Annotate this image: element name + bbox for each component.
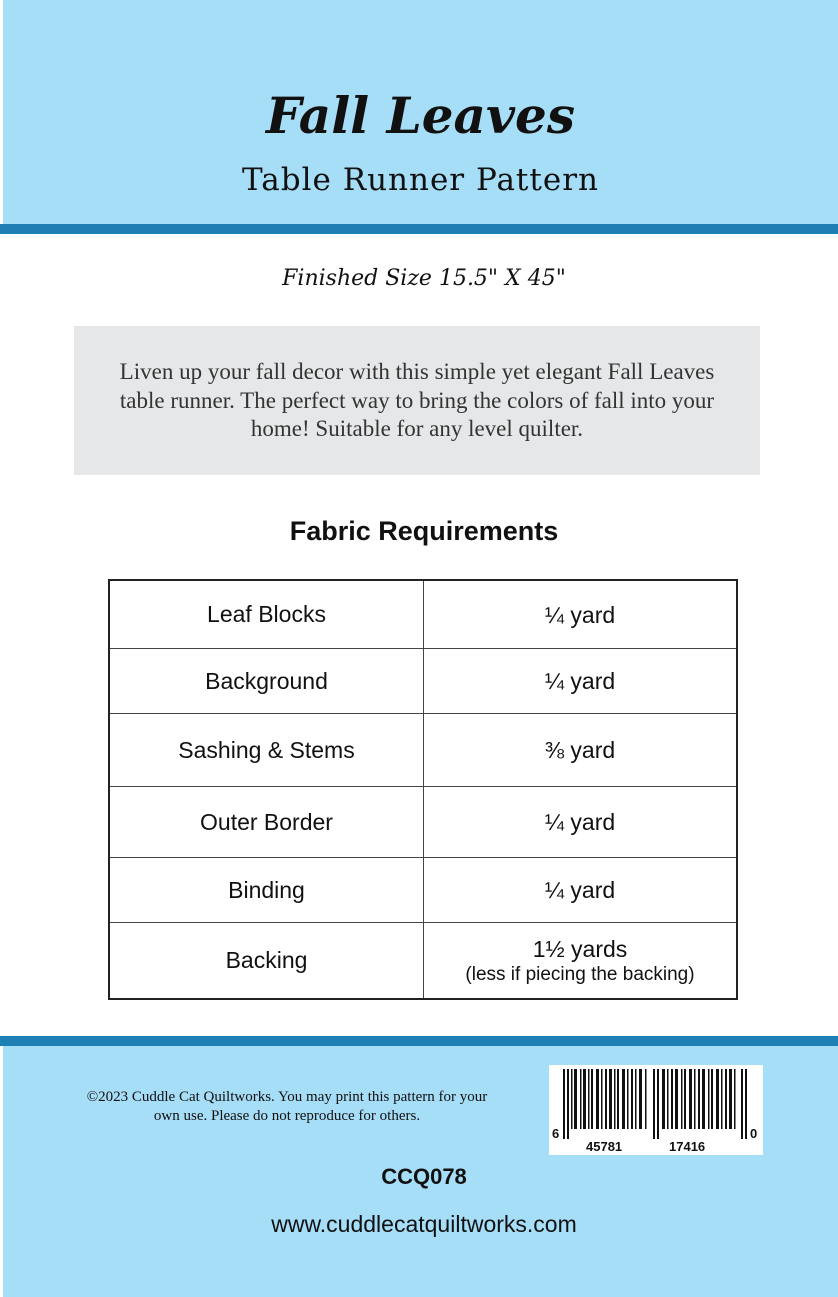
header-divider	[0, 224, 838, 234]
fabric-amount-label: ¼ yard	[544, 877, 616, 903]
barcode-group-left: 45781	[586, 1139, 623, 1154]
fabric-item-label: Sashing & Stems	[178, 736, 355, 763]
table-row	[110, 786, 736, 857]
fabric-amount-label: ¼ yard	[544, 809, 616, 835]
fabric-item	[110, 923, 424, 998]
fabric-item	[110, 787, 424, 857]
pattern-title: Fall Leaves	[266, 86, 575, 145]
pattern-subtitle: Table Runner Pattern	[242, 162, 599, 198]
table-row	[110, 581, 736, 648]
description-text: Liven up your fall decor with this simple yet elegant Fall Leaves table runner. The perfect way to bring the colors of fall into your home! Suitable for any level quilter.	[119, 359, 715, 441]
fabric-item	[110, 714, 424, 786]
header-band	[3, 0, 838, 224]
fabric-item-label: Binding	[228, 876, 305, 903]
fabric-item-label: Background	[205, 667, 328, 694]
footer-divider	[0, 1036, 838, 1046]
fabric-amount	[424, 858, 736, 922]
fabric-item-label: Outer Border	[200, 808, 333, 835]
fabric-amount-label: 1½ yards	[532, 935, 628, 962]
fabric-item	[110, 858, 424, 922]
fabric-item	[110, 649, 424, 713]
table-row	[110, 857, 736, 922]
fabric-amount	[424, 649, 736, 713]
fabric-item-label: Backing	[225, 947, 308, 973]
fabric-amount-label: ¼ yard	[544, 668, 616, 694]
finished-size: Finished Size 15.5" X 45"	[282, 266, 566, 291]
barcode-bars-icon	[561, 1069, 758, 1141]
fabric-amount-label: ¼ yard	[544, 601, 616, 628]
description-box	[74, 326, 760, 475]
fabric-amount	[424, 787, 736, 857]
fabric-amount	[424, 581, 736, 648]
fabric-amount	[424, 923, 736, 998]
fabric-amount-label: ⅜ yard	[544, 737, 616, 763]
fabric-requirements-table	[108, 579, 738, 1000]
fabric-amount	[424, 714, 736, 786]
table-row	[110, 922, 736, 998]
table-row	[110, 648, 736, 713]
barcode-group-right: 17416	[669, 1139, 706, 1154]
fabric-requirements-heading: Fabric Requirements	[289, 516, 559, 546]
fabric-item	[110, 581, 424, 648]
copyright-notice: ©2023 Cuddle Cat Quiltworks. You may print this pattern for your own use. Please do not reproduce for others.	[86, 1089, 488, 1124]
barcode-digit-left: 6	[552, 1126, 560, 1141]
website-link[interactable]: www.cuddlecatquiltworks.com	[271, 1211, 577, 1237]
product-code: CCQ078	[381, 1164, 467, 1189]
table-row	[110, 713, 736, 786]
fabric-amount-note: (less if piecing the backing)	[465, 963, 695, 985]
fabric-item-label: Leaf Blocks	[207, 601, 326, 627]
barcode-digit-right: 0	[750, 1126, 758, 1141]
barcode	[549, 1065, 763, 1155]
